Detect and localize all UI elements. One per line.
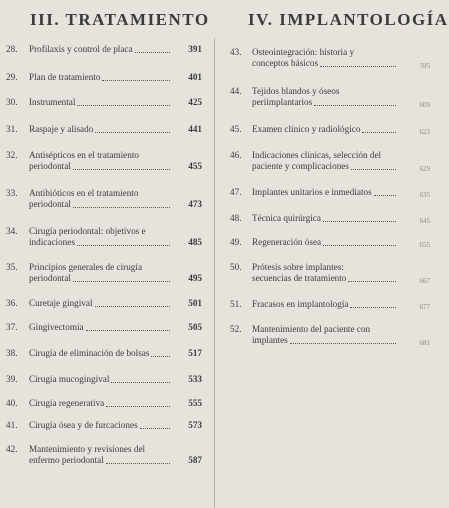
page-number: 645 [419,217,430,225]
dot-leader [350,307,396,308]
chapter-title-line: Técnica quirúrgica [252,213,321,223]
page-number: 655 [419,241,430,249]
page-number: 623 [419,128,430,136]
dot-leader [348,281,396,282]
dot-leader [73,207,170,208]
section-heading-tratamiento: III. TRATAMIENTO [30,10,210,29]
page-number: 517 [188,348,202,358]
dot-leader [86,330,170,331]
page-number: 595 [419,62,430,70]
dot-leader [102,80,170,81]
chapter-title-line: Plan de tratamiento [29,72,101,82]
chapter-title-line: enfermo periodontal [29,455,104,465]
column-divider [214,38,215,508]
page-number: 485 [188,237,202,247]
chapter-number: 36. [6,298,18,308]
dot-leader [106,406,170,407]
page-number: 425 [188,97,202,107]
chapter-number: 38. [6,348,18,358]
chapter-title-line: Principios generales de cirugía [29,262,143,272]
dot-leader [290,343,396,344]
chapter-number: 29. [6,72,18,82]
chapter-title-line: Implantes unitarios e inmediatos [252,187,372,197]
chapter-number: 46. [230,150,242,160]
page-number: 441 [188,124,202,134]
chapter-title-line: implantes [252,335,288,345]
dot-leader [323,245,396,246]
page-number: 391 [188,44,202,54]
chapter-number: 40. [6,398,18,408]
dot-leader [106,463,170,464]
page-number: 401 [188,72,202,82]
chapter-title-line: periimplantarios [252,97,313,107]
chapter-title-line: Cirugía ósea y de furcaciones [29,420,138,430]
dot-leader [77,245,170,246]
dot-leader [374,195,396,196]
dot-leader [95,132,170,133]
page-number: 495 [188,273,202,283]
chapter-number: 30. [6,97,18,107]
page-number: 609 [419,101,430,109]
dot-leader [135,52,170,53]
chapter-title-line: Gingivectomía [29,322,84,332]
chapter-title-line: Cirugía periodontal: objetivos e [29,226,146,236]
chapter-title-line: Cirugía de eliminación de bolsas [29,348,150,358]
chapter-title-line: periodontal [29,199,71,209]
page-number: 635 [419,191,430,199]
page-number: 677 [419,303,430,311]
chapter-title-line: Osteointegración: historia y [252,47,355,57]
chapter-title-line: Cirugía mucogingival [29,374,110,384]
page-number: 533 [188,374,202,384]
dot-leader [77,105,170,106]
chapter-title-line: Antisépticos en el tratamiento [29,150,139,160]
chapter-title-line: conceptos básicos [252,58,319,68]
page-number: 681 [419,339,430,347]
chapter-title-line: Profilaxis y control de placa [29,44,133,54]
chapter-number: 31. [6,124,18,134]
page-number: 455 [188,161,202,171]
chapter-number: 32. [6,150,18,160]
chapter-title-line: Mantenimiento del paciente con [252,324,371,334]
page-number: 505 [188,322,202,332]
chapter-title-line: periodontal [29,161,71,171]
dot-leader [323,221,396,222]
chapter-title-line: periodontal [29,273,71,283]
section-heading-implantologia: IV. IMPLANTOLOGÍA [248,10,449,29]
page-number: 667 [419,277,430,285]
chapter-title-line: Instrumental [29,97,76,107]
chapter-number: 28. [6,44,18,54]
chapter-title-line: Curetaje gingival [29,298,93,308]
chapter-title-line: Regeneración ósea [252,237,322,247]
chapter-title-line: Prótesis sobre implantes: [252,262,344,272]
chapter-number: 33. [6,188,18,198]
dot-leader [73,169,170,170]
chapter-number: 44. [230,86,242,96]
page-number: 573 [188,420,202,430]
dot-leader [351,169,396,170]
chapter-number: 52. [230,324,242,334]
dot-leader [73,281,170,282]
chapter-title-line: Antibióticos en el tratamiento [29,188,139,198]
chapter-number: 35. [6,262,18,272]
chapter-title-line: Indicaciones clínicas, selección del [252,150,382,160]
chapter-number: 50. [230,262,242,272]
chapter-title-line: Fracasos en implantología [252,299,349,309]
chapter-number: 45. [230,124,242,134]
page-number: 473 [188,199,202,209]
chapter-number: 39. [6,374,18,384]
chapter-number: 42. [6,444,18,454]
dot-leader [362,132,396,133]
chapter-number: 41. [6,420,18,430]
chapter-number: 34. [6,226,18,236]
dot-leader [95,306,170,307]
chapter-title-line: Cirugía regenerativa [29,398,105,408]
page-number: 501 [188,298,202,308]
chapter-title-line: paciente y complicaciones [252,161,349,171]
chapter-number: 47. [230,187,242,197]
dot-leader [151,356,170,357]
chapter-title-line: Examen clínico y radiológico [252,124,361,134]
chapter-number: 51. [230,299,242,309]
chapter-number: 37. [6,322,18,332]
chapter-title-line: Raspaje y alisado [29,124,94,134]
page-number: 555 [188,398,202,408]
dot-leader [111,382,170,383]
dot-leader [314,105,396,106]
dot-leader [320,66,396,67]
chapter-title-line: Mantenimiento y revisiones del [29,444,146,454]
page-number: 587 [188,455,202,465]
chapter-title-line: Tejidos blandos y óseos [252,86,340,96]
chapter-title-line: indicaciones [29,237,75,247]
page-number: 629 [419,165,430,173]
dot-leader [140,428,170,429]
chapter-number: 49. [230,237,242,247]
chapter-number: 43. [230,47,242,57]
chapter-title-line: secuencias de tratamiento [252,273,347,283]
chapter-number: 48. [230,213,242,223]
